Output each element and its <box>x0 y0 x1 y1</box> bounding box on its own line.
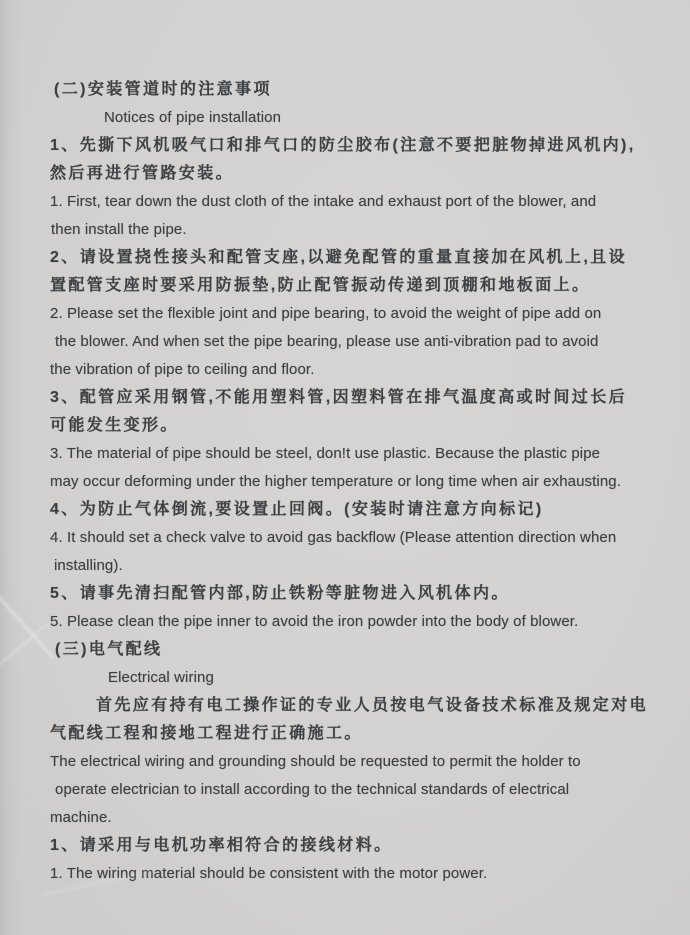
text-line-body: then install the pipe. <box>51 221 187 238</box>
text-line-body: 置配管支座时要采用防振垫,防止配管振动传递到顶棚和地板面上。 <box>50 277 591 294</box>
text-line-body: the blower. And when set the pipe bearing, please use anti-vibration pad to avoid <box>55 333 599 350</box>
text-line-body: 3、配管应采用钢管,不能用塑料管,因塑料管在排气温度高或时间过长后 <box>50 389 627 406</box>
text-line-body: 1. The wiring material should be consistent with the motor power. <box>50 865 488 882</box>
text-line-subheading: Electrical wiring <box>108 669 214 686</box>
text-line-body: operate electrician to install according to the technical standards of electrical <box>55 781 570 798</box>
text-line-body: 4、为防止气体倒流,要设置止回阀。(安装时请注意方向标记) <box>50 501 544 518</box>
text-line-body: 首先应有持有电工操作证的专业人员按电气设备技术标准及规定对电 <box>96 697 649 714</box>
text-line-body: 3. The material of pipe should be steel, don!t use plastic. Because the plastic pipe <box>50 445 601 462</box>
text-line-body: 然后再进行管路安装。 <box>50 165 235 182</box>
text-line-body: The electrical wiring and grounding should be requested to permit the holder to <box>50 753 581 770</box>
text-line-body: machine. <box>50 809 112 826</box>
text-line-body: installing). <box>54 557 123 574</box>
text-line-body: 4. It should set a check valve to avoid gas backflow (Please attention direction when <box>50 529 617 546</box>
text-line-heading: (三)电气配线 <box>55 641 163 658</box>
text-line-body: 5. Please clean the pipe inner to avoid the iron powder into the body of blower. <box>50 613 579 630</box>
text-line-body: may occur deforming under the higher temperature or long time when air exhausting. <box>50 473 621 490</box>
text-line-body: 2、请设置挠性接头和配管支座,以避免配管的重量直接加在风机上,且设 <box>50 249 627 266</box>
page-text <box>0 76 690 888</box>
text-line-heading: (二)安装管道时的注意事项 <box>54 81 272 98</box>
text-line-body: 可能发生变形。 <box>50 417 179 434</box>
text-line-body: 1、请采用与电机功率相符合的接线材料。 <box>50 837 393 854</box>
text-line-subheading: Notices of pipe installation <box>104 109 282 126</box>
text-line-body: the vibration of pipe to ceiling and floor. <box>50 361 315 378</box>
text-line-body: 1、先撕下风机吸气口和排气口的防尘胶布(注意不要把脏物掉进风机内), <box>50 137 636 154</box>
text-line-body: 气配线工程和接地工程进行正确施工。 <box>50 725 363 742</box>
text-line-body: 5、请事先清扫配管内部,防止铁粉等脏物进入风机体内。 <box>50 585 510 602</box>
text-line-body: 1. First, tear down the dust cloth of the intake and exhaust port of the blower, and <box>50 193 597 210</box>
text-line-body: 2. Please set the flexible joint and pipe bearing, to avoid the weight of pipe add on <box>50 305 602 322</box>
